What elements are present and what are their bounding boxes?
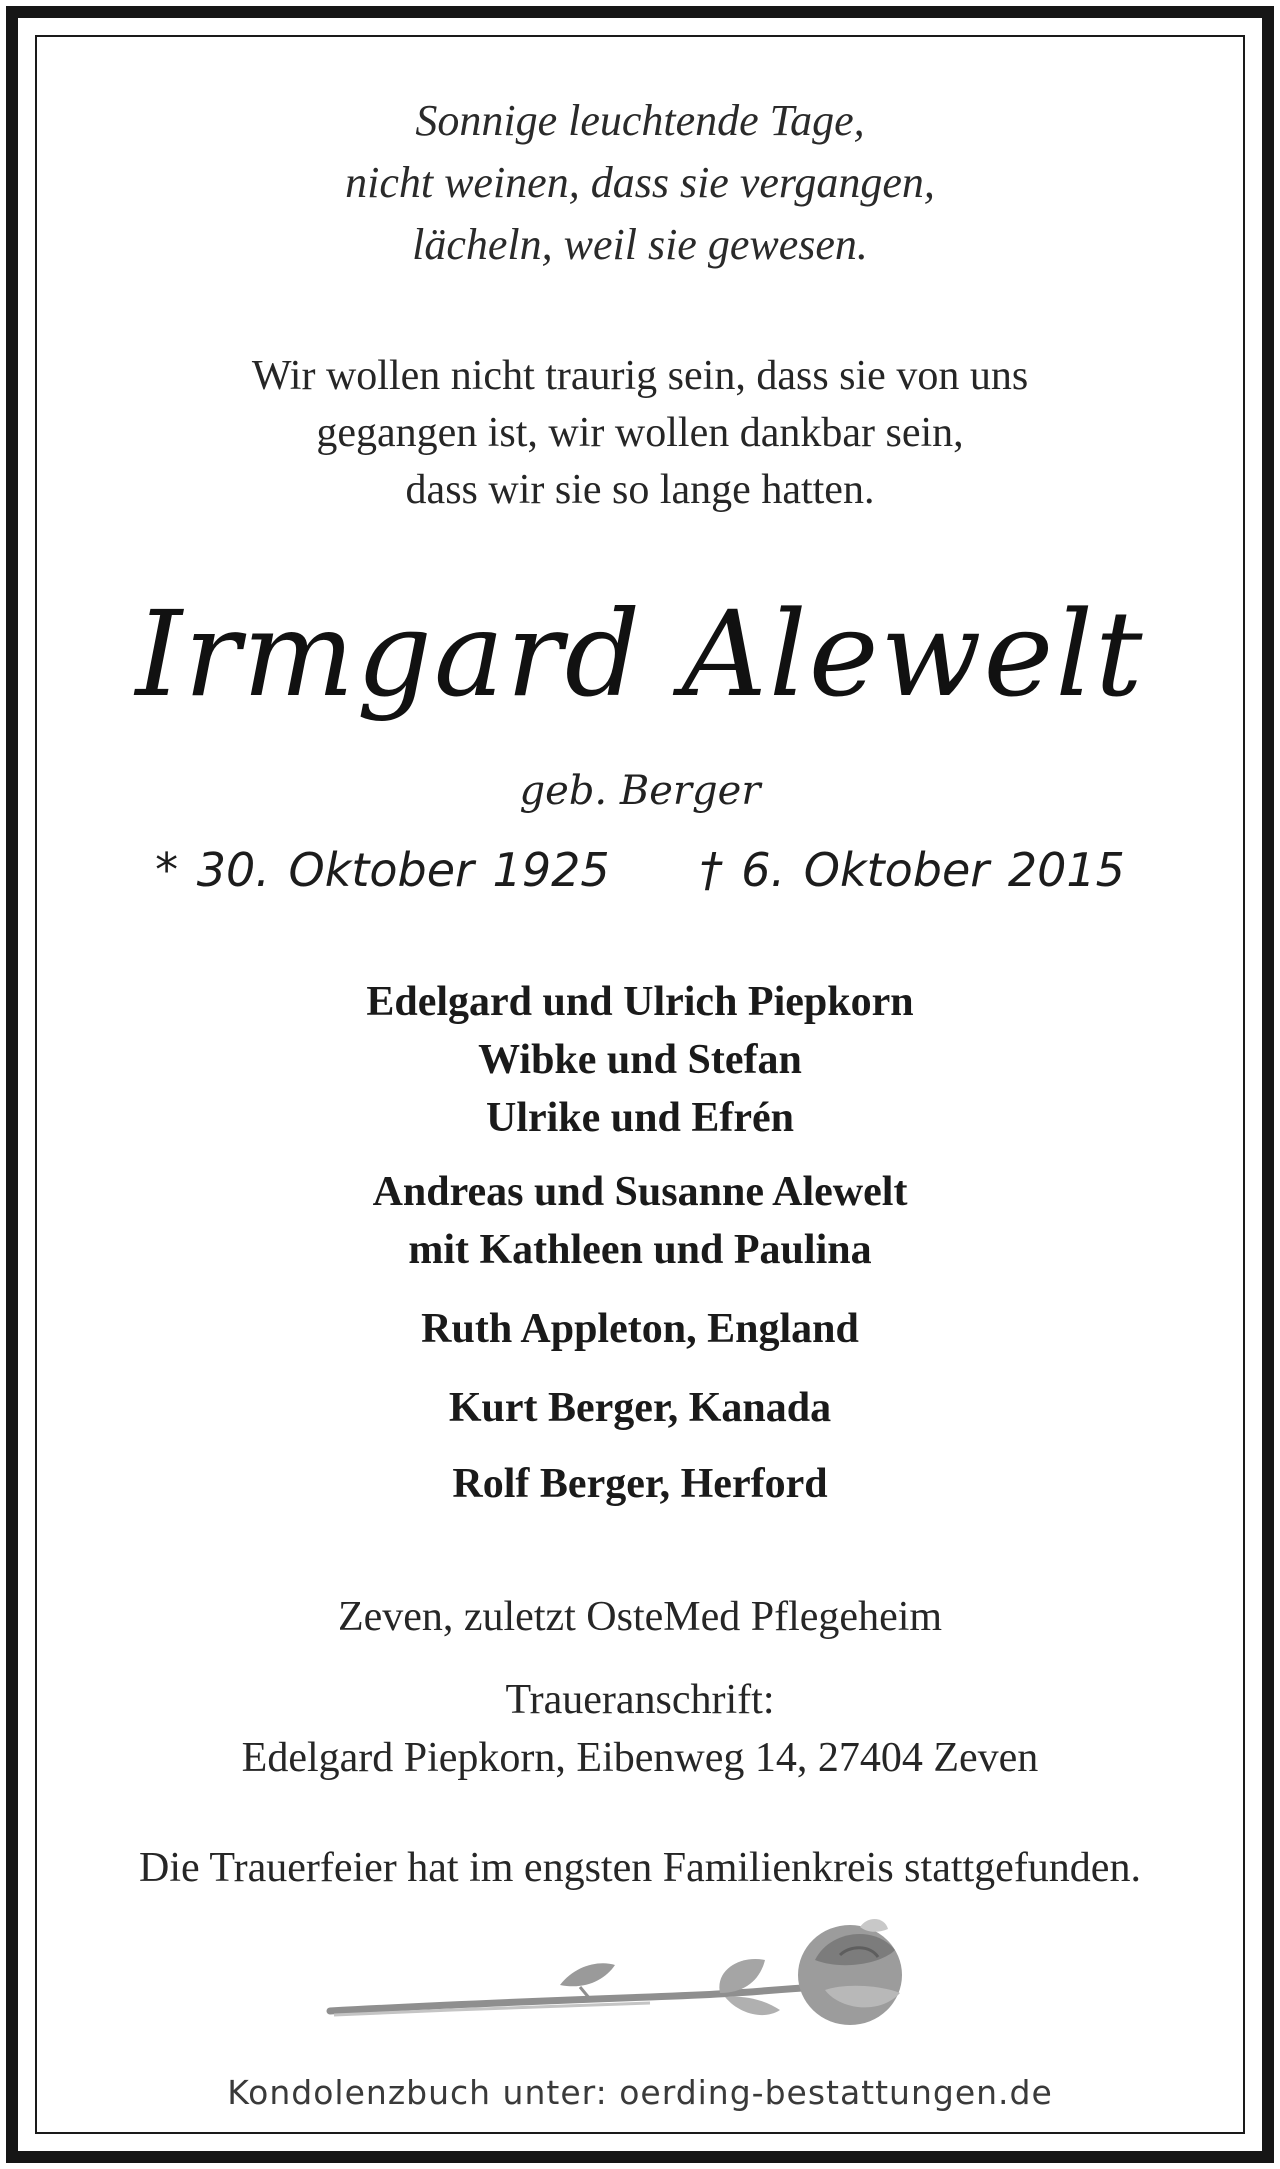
poem-line-1: Sonnige leuchtende Tage, (415, 96, 865, 145)
mourner-line-4: Andreas und Susanne Alewelt (372, 1169, 908, 1215)
prose-line-1: Wir wollen nicht traurig sein, dass sie von uns (251, 353, 1029, 399)
mourner-line-5: mit Kathleen und Paulina (408, 1227, 872, 1273)
poem-line-2: nicht weinen, dass sie vergangen, (345, 158, 935, 207)
poem-line-3: lächeln, weil sie gewesen. (412, 220, 868, 269)
prose-line-3: dass wir sie so lange hatten. (405, 467, 875, 513)
mourner-line-2: Wibke und Stefan (478, 1037, 802, 1083)
mourner-line-7: Kurt Berger, Kanada (448, 1385, 832, 1431)
mourner-line-6: Ruth Appleton, England (421, 1306, 859, 1352)
address-label: Traueranschrift: (505, 1677, 775, 1723)
obituary-outer-border (6, 6, 1274, 2163)
mourner-line-1: Edelgard und Ulrich Piepkorn (366, 979, 914, 1025)
condolence-book-link: Kondolenzbuch unter: oerding-bestattungen.de (227, 2073, 1053, 2112)
death-date: † 6. Oktober 2015 (699, 843, 1125, 897)
obituary-inner-border (35, 35, 1245, 2134)
birth-date: * 30. Oktober 1925 (155, 843, 610, 897)
deceased-name: Irmgard Alewelt (135, 585, 1145, 723)
funeral-note: Die Trauerfeier hat im engsten Familienkreis stattgefunden. (139, 1845, 1141, 1891)
prose-line-2: gegangen ist, wir wollen dankbar sein, (316, 410, 964, 456)
mourner-line-8: Rolf Berger, Herford (452, 1461, 828, 1507)
rose-illustration (320, 1915, 930, 2045)
maiden-name: geb. Berger (519, 768, 761, 814)
residence: Zeven, zuletzt OsteMed Pflegeheim (337, 1594, 943, 1640)
life-dates (0, 843, 1280, 897)
mourning-address: Edelgard Piepkorn, Eibenweg 14, 27404 Zeven (241, 1735, 1039, 1781)
mourner-line-3: Ulrike und Efrén (485, 1095, 795, 1141)
